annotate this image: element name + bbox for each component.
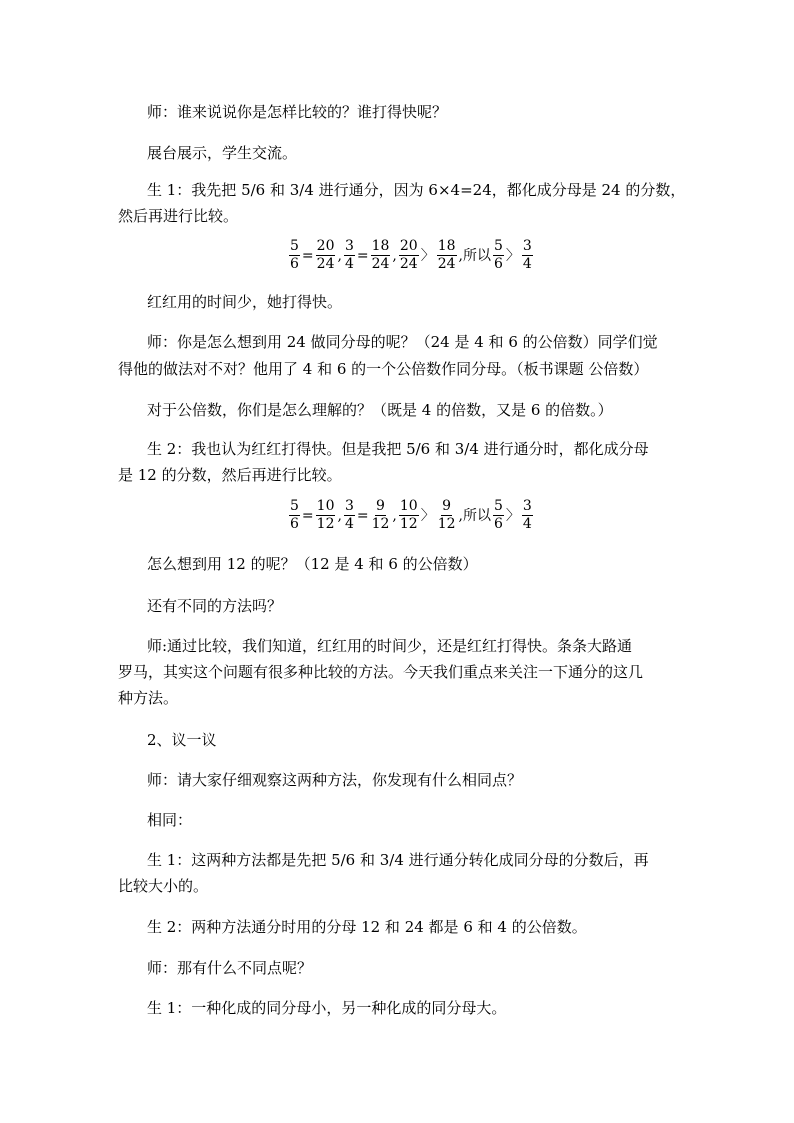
comma: , xyxy=(392,507,397,524)
fraction: $\frac{20}{24}$ xyxy=(316,238,335,272)
paragraph-same-label: 相同： xyxy=(147,811,193,829)
equation-1 xyxy=(288,238,534,273)
comma: , xyxy=(392,247,397,264)
paragraph-teacher-observe: 师：请大家仔细观察这两种方法，你发现有什么相同点？ xyxy=(147,771,523,789)
fraction: $\frac{18}{24}$ xyxy=(437,238,456,272)
equals-sign: = xyxy=(356,247,369,264)
equals-sign: = xyxy=(301,247,314,264)
paragraph-student2-line2: 是 12 的分数，然后再进行比较。 xyxy=(118,466,342,484)
so-text: ,所以 xyxy=(458,247,491,264)
equation-2 xyxy=(288,498,534,533)
paragraph-student1-line2: 然后再进行比较。 xyxy=(118,207,239,225)
paragraph-teacher-question: 师：谁来说说你是怎样比较的？谁打得快呢？ xyxy=(147,103,448,121)
so-text: ,所以 xyxy=(458,507,491,524)
fraction: $\frac{5}{6}$ xyxy=(493,238,503,272)
fraction: $\frac{9}{12}$ xyxy=(437,498,456,532)
paragraph-student1-same-line1: 生 1：这两种方法都是先把 5/6 和 3/4 进行通分转化成同分母的分数后，再 xyxy=(147,851,649,869)
greater-than-sign: 〉 xyxy=(505,507,520,524)
paragraph-student2-same: 生 2：两种方法通分时用的分母 12 和 24 都是 6 和 4 的公倍数。 xyxy=(147,918,587,936)
greater-than-sign: 〉 xyxy=(420,507,435,524)
fraction: $\frac{10}{12}$ xyxy=(399,498,418,532)
fraction: $\frac{9}{12}$ xyxy=(371,498,390,532)
fraction: $\frac{5}{6}$ xyxy=(290,498,299,532)
equals-sign: = xyxy=(356,507,369,524)
comma: , xyxy=(337,247,342,264)
fraction: $\frac{5}{6}$ xyxy=(290,238,299,272)
paragraph-student1-same-line2: 比较大小的。 xyxy=(118,877,209,895)
paragraph-common-multiple: 对于公倍数，你们是怎么理解的？（既是 4 的倍数，又是 6 的倍数。） xyxy=(147,401,613,419)
paragraph-teacher-summary-line1: 师:通过比较，我们知道，红红用的时间少，还是红红打得快。条条大路通 xyxy=(147,637,633,655)
fraction: $\frac{3}{4}$ xyxy=(344,238,354,272)
paragraph-red-faster: 红红用的时间少，她打得快。 xyxy=(147,293,343,311)
paragraph-teacher-summary-line2: 罗马，其实这个问题有很多种比较的方法。今天我们重点来关注一下通分的这几 xyxy=(118,663,644,681)
greater-than-sign: 〉 xyxy=(505,247,520,264)
fraction: $\frac{5}{6}$ xyxy=(493,498,503,532)
paragraph-teacher-difference: 师：那有什么不同点呢？ xyxy=(147,959,313,977)
paragraph-student2-line1: 生 2：我也认为红红打得快。但是我把 5/6 和 3/4 进行通分时，都化成分母 xyxy=(147,440,649,458)
comma: , xyxy=(337,507,342,524)
fraction: $\frac{20}{24}$ xyxy=(399,238,418,272)
paragraph-why12: 怎么想到用 12 的呢？（12 是 4 和 6 的公倍数） xyxy=(147,555,478,573)
fraction: $\frac{3}{4}$ xyxy=(522,498,532,532)
paragraph-student1-line1: 生 1：我先把 5/6 和 3/4 进行通分，因为 6×4=24，都化成分母是 24 的分数， xyxy=(147,181,686,199)
paragraph-other-methods: 还有不同的方法吗？ xyxy=(147,597,283,615)
fraction: $\frac{18}{24}$ xyxy=(371,238,390,272)
fraction: $\frac{3}{4}$ xyxy=(522,238,532,272)
section-heading-discuss: 2、议一议 xyxy=(147,731,217,749)
paragraph-student1-difference: 生 1：一种化成的同分母小，另一种化成的同分母大。 xyxy=(147,999,507,1017)
equals-sign: = xyxy=(301,507,314,524)
paragraph-teacher-why24-line1: 师：你是怎么想到用 24 做同分母的呢？（24 是 4 和 6 的公倍数）同学们觉 xyxy=(147,333,658,351)
paragraph-teacher-summary-line3: 种方法。 xyxy=(118,689,179,707)
paragraph-teacher-why24-line2: 得他的做法对不对？他用了 4 和 6 的一个公倍数作同分母。（板书课题 公倍数） xyxy=(118,360,649,378)
fraction: $\frac{10}{12}$ xyxy=(316,498,335,532)
paragraph-display: 展台展示，学生交流。 xyxy=(147,144,298,162)
fraction: $\frac{3}{4}$ xyxy=(344,498,354,532)
greater-than-sign: 〉 xyxy=(420,247,435,264)
